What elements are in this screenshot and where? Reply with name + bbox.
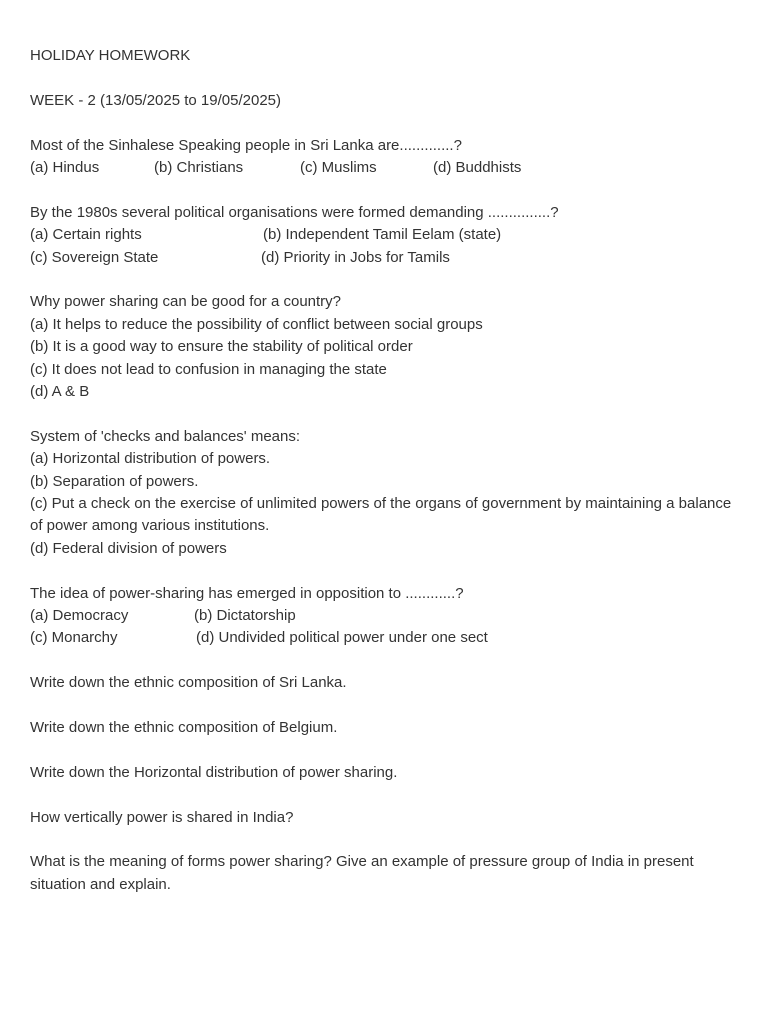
question-3-option-d: (d) A & B [30, 382, 90, 400]
question-2 [30, 202, 745, 269]
question-5-option-a: (a) Democracy [30, 607, 129, 625]
question-5-option-d: (d) Undivided political power under one sect [196, 629, 488, 647]
question-5-options-row1 [30, 605, 745, 627]
question-3-option-c: (c) It does not lead to confusion in managing the state [30, 360, 387, 378]
question-3-option-b: (b) It is a good way to ensure the stability of political order [30, 338, 413, 356]
question-4-option-d: (d) Federal division of powers [30, 539, 227, 557]
question-1-option-c: (c) Muslims [300, 159, 377, 176]
question-3-text: Why power sharing can be good for a country? [30, 293, 342, 311]
question-5-text: The idea of power-sharing has emerged in opposition to ............? [30, 584, 464, 602]
question-8-text: Write down the Horizontal distribution of power sharing. [30, 763, 398, 781]
question-2-text: By the 1980s several political organisations were formed demanding ...............? [30, 203, 559, 221]
question-4-option-b: (b) Separation of powers. [30, 472, 199, 490]
question-10-text: What is the meaning of forms power sharing? Give an example of pressure group of India in present situation and explain. [30, 853, 694, 893]
question-4-option-c: (c) Put a check on the exercise of unlimited powers of the organs of government by maintaining a balance of power among various institutions. [30, 495, 732, 535]
question-1-text: Most of the Sinhalese Speaking people in Sri Lanka are.............? [30, 136, 462, 154]
question-2-option-b: (b) Independent Tamil Eelam (state) [263, 226, 502, 244]
question-3 [30, 291, 745, 403]
question-3-option-a: (a) It helps to reduce the possibility of conflict between social groups [30, 315, 483, 333]
question-5-option-b: (b) Dictatorship [194, 607, 296, 625]
question-1 [30, 135, 745, 180]
question-2-options-row2 [30, 247, 745, 269]
question-2-option-a: (a) Certain rights [30, 226, 142, 244]
question-1-option-d: (d) Buddhists [433, 159, 522, 176]
question-4-text: System of 'checks and balances' means: [30, 427, 301, 445]
question-5 [30, 583, 745, 650]
question-9-text: How vertically power is shared in India? [30, 808, 294, 826]
week-heading: WEEK - 2 (13/05/2025 to 19/05/2025) [30, 91, 281, 109]
question-7-text: Write down the ethnic composition of Belgium. [30, 718, 338, 736]
question-5-option-c: (c) Monarchy [30, 629, 118, 647]
question-2-options-row1 [30, 224, 745, 246]
question-6-text: Write down the ethnic composition of Sri Lanka. [30, 674, 347, 692]
question-1-option-b: (b) Christians [154, 159, 244, 176]
question-4 [30, 426, 745, 560]
question-5-options-row2 [30, 627, 745, 649]
question-1-option-a: (a) Hindus [30, 159, 100, 176]
homework-document [30, 45, 745, 896]
question-2-option-c: (c) Sovereign State [30, 248, 159, 266]
question-4-option-a: (a) Horizontal distribution of powers. [30, 450, 271, 468]
question-2-option-d: (d) Priority in Jobs for Tamils [261, 248, 450, 266]
document-title: HOLIDAY HOMEWORK [30, 47, 191, 64]
question-1-options [30, 157, 745, 179]
